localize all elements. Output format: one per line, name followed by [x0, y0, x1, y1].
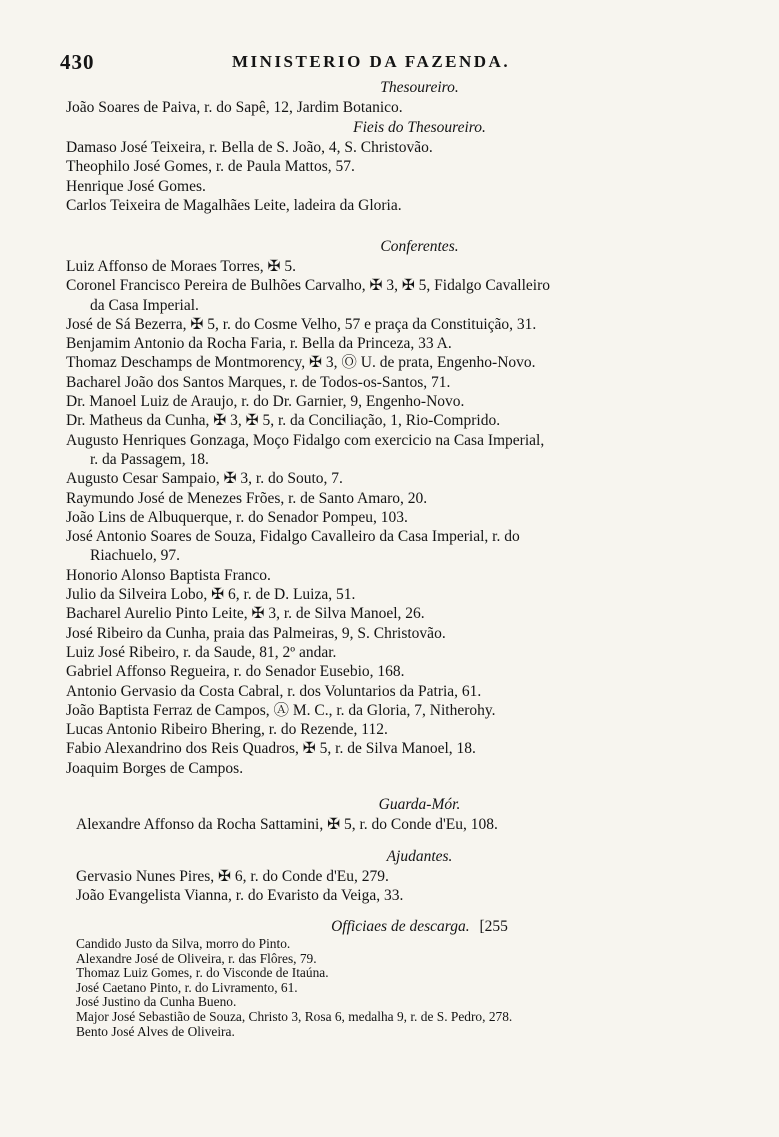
section-heading: [0, 917, 779, 937]
list-item: Luiz José Ribeiro, r. da Saude, 81, 2º andar.: [66, 643, 337, 661]
section-heading: Fieis do Thesoureiro.: [353, 119, 486, 136]
list-item: [66, 527, 779, 566]
list-item: Joaquim Borges de Campos.: [66, 759, 244, 777]
list-item: Damaso José Teixeira, r. Bella de S. João, 4, S. Christovão.: [66, 139, 433, 156]
list-item: Candido Justo da Silva, morro do Pinto.: [76, 936, 291, 951]
list-item: Thomaz Deschamps de Montmorency, ✠ 3, Ⓞ U. de prata, Engenho-Novo.: [66, 354, 536, 372]
list-item: José Caetano Pinto, r. do Livramento, 61.: [76, 979, 298, 995]
entry-line: Coronel Francisco Pereira de Bulhões Carvalho, ✠ 3, ✠ 5, Fidalgo Cavalleiro: [66, 277, 550, 295]
section-heading: Guarda-Mór.: [378, 796, 461, 813]
list-item: Bacharel Aurelio Pinto Leite, ✠ 3, r. de Silva Manoel, 26.: [66, 605, 425, 623]
list-item: José de Sá Bezerra, ✠ 5, r. do Cosme Velho, 57 e praça da Constituição, 31.: [66, 315, 537, 333]
list-item: Theophilo José Gomes, r. de Paula Mattos, 57.: [66, 158, 355, 176]
list-item: Henrique José Gomes.: [66, 177, 206, 195]
list-item: Dr. Manoel Luiz de Araujo, r. do Dr. Garnier, 9, Engenho-Novo.: [66, 393, 465, 411]
list-item: João Baptista Ferraz de Campos, Ⓐ M. C., r. da Gloria, 7, Nitherohy.: [66, 701, 496, 719]
section-thesoureiro: [0, 78, 779, 117]
section-officiaes-de-descarga: [0, 917, 779, 1039]
list-item: Thomaz Luiz Gomes, r. do Visconde de Itaúna.: [76, 965, 329, 981]
list-item: Antonio Gervasio da Costa Cabral, r. dos Voluntarios da Patria, 61.: [66, 682, 482, 700]
list-item: Raymundo José de Menezes Frões, r. de Santo Amaro, 20.: [66, 489, 428, 507]
list-item: Major José Sebastião de Souza, Christo 3, Rosa 6, medalha 9, r. de S. Pedro, 278.: [76, 1008, 513, 1024]
list-item: Honorio Alonso Baptista Franco.: [66, 566, 271, 584]
entry-line: Augusto Henriques Gonzaga, Moço Fidalgo com exercicio na Casa Imperial,: [66, 431, 545, 449]
section-conferentes: [0, 237, 779, 778]
section-heading-text: Officiaes de descarga.: [331, 918, 470, 935]
list-item: José Ribeiro da Cunha, praia das Palmeiras, 9, S. Christovão.: [66, 624, 446, 642]
list-item: João Evangelista Vianna, r. do Evaristo da Veiga, 33.: [76, 887, 404, 905]
entry-continuation: da Casa Imperial.: [90, 296, 199, 314]
list-item: Alexandre José de Oliveira, r. das Flôres, 79.: [76, 950, 317, 966]
list-item: Benjamim Antonio da Rocha Faria, r. Bella da Princeza, 33 A.: [66, 335, 452, 353]
section-heading: Conferentes.: [380, 238, 459, 255]
section-ajudantes: [0, 847, 779, 906]
section-heading-note: [255: [479, 918, 508, 935]
entry-line: José Antonio Soares de Souza, Fidalgo Cavalleiro da Casa Imperial, r. do: [66, 528, 520, 546]
list-item: Gabriel Affonso Regueira, r. do Senador Eusebio, 168.: [66, 663, 405, 681]
list-item: Dr. Matheus da Cunha, ✠ 3, ✠ 5, r. da Conciliação, 1, Rio-Comprido.: [66, 412, 501, 430]
list-item: Luiz Affonso de Moraes Torres, ✠ 5.: [66, 258, 297, 275]
list-item: [66, 431, 779, 470]
list-item: José Justino da Cunha Bueno.: [76, 994, 237, 1010]
list-item: Augusto Cesar Sampaio, ✠ 3, r. do Souto, 7.: [66, 470, 343, 488]
section-heading: Ajudantes.: [386, 848, 453, 865]
page-header: [0, 50, 779, 76]
list-item: [66, 276, 779, 315]
list-item: Carlos Teixeira de Magalhães Leite, ladeira da Gloria.: [66, 196, 402, 214]
entry-continuation: Riachuelo, 97.: [90, 547, 180, 565]
entry-continuation: r. da Passagem, 18.: [90, 450, 209, 468]
list-item: João Soares de Paiva, r. do Sapê, 12, Jardim Botanico.: [66, 99, 403, 116]
list-item: Bento José Alves de Oliveira.: [76, 1023, 235, 1039]
section-fieis: [0, 118, 779, 215]
section-heading: Thesoureiro.: [380, 79, 459, 96]
list-item: Lucas Antonio Ribeiro Bhering, r. do Rezende, 112.: [66, 721, 388, 739]
section-guarda-mor: [0, 795, 779, 834]
list-item: Fabio Alexandrino dos Reis Quadros, ✠ 5, r. de Silva Manoel, 18.: [66, 740, 476, 758]
list-item: João Lins de Albuquerque, r. do Senador Pompeu, 103.: [66, 508, 408, 526]
running-title: MINISTERIO DA FAZENDA.: [232, 52, 511, 71]
list-item: Bacharel João dos Santos Marques, r. de Todos-os-Santos, 71.: [66, 373, 451, 391]
page-number: 430: [60, 50, 95, 74]
list-item: Alexandre Affonso da Rocha Sattamini, ✠ 5, r. do Conde d'Eu, 108.: [76, 816, 498, 833]
list-item: Julio da Silveira Lobo, ✠ 6, r. de D. Luiza, 51.: [66, 586, 356, 604]
list-item: Gervasio Nunes Pires, ✠ 6, r. do Conde d'Eu, 279.: [76, 868, 389, 885]
